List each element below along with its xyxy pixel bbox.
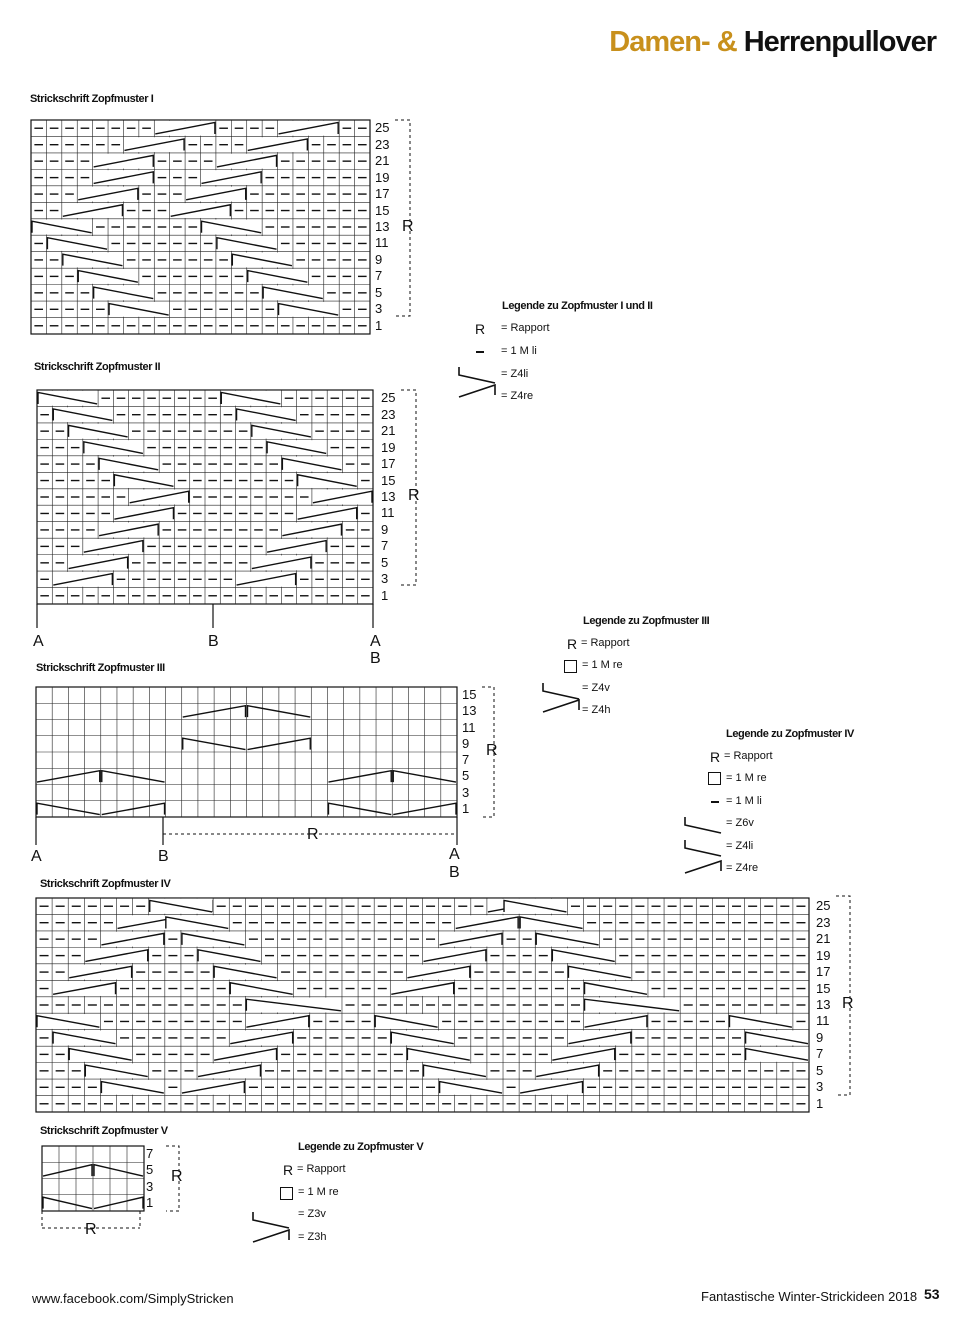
cable-left-icon: [543, 683, 579, 699]
row-number: 9: [375, 251, 383, 267]
legend-text: = Z4li: [501, 368, 529, 380]
legend-text: = 1 M li: [501, 345, 537, 357]
cable-left-icon: [459, 367, 495, 383]
label-a: A: [33, 633, 44, 650]
row-number: 9: [381, 521, 389, 537]
row-number: 9: [816, 1029, 824, 1045]
cable-left-icon: [253, 1212, 289, 1228]
row-number: 15: [375, 202, 390, 218]
row-number: 3: [146, 1178, 154, 1194]
row-number: 5: [146, 1162, 154, 1178]
row-number: 23: [381, 406, 396, 422]
box-icon: [280, 1187, 293, 1200]
row-number: 15: [816, 980, 831, 996]
legend-text: = Z3h: [298, 1231, 327, 1243]
row-number: 11: [375, 235, 389, 251]
row-number: 17: [375, 186, 390, 202]
row-number: 5: [816, 1062, 824, 1078]
dash-icon: [711, 801, 719, 803]
row-number: 19: [381, 439, 396, 455]
cable-right-icon: [459, 385, 495, 397]
box-icon: [564, 660, 577, 673]
footer-magazine: Fantastische Winter-Strickideen 2018: [701, 1289, 918, 1304]
label-a: A: [449, 846, 460, 863]
legend-title: Legende zu Zopfmuster V: [298, 1141, 424, 1153]
row-number: 13: [381, 489, 396, 504]
row-number: 25: [375, 120, 390, 136]
row-number: 11: [816, 1013, 830, 1029]
legend-text: = Rapport: [724, 750, 773, 762]
legend-text: = Z4li: [726, 840, 754, 852]
legend-title: Legende zu Zopfmuster III: [583, 615, 710, 627]
row-number: 21: [381, 423, 396, 439]
cable-right-icon: [685, 861, 721, 873]
legend-symbol-rapport: R: [283, 1162, 294, 1178]
row-number: 1: [462, 800, 470, 816]
legend-text: = Rapport: [581, 637, 630, 649]
row-number: 13: [816, 997, 831, 1012]
box-icon: [708, 772, 721, 785]
row-number: 3: [381, 571, 389, 587]
row-number: 1: [375, 317, 383, 333]
legend-title: Legende zu Zopfmuster IV: [726, 728, 854, 740]
chart-title-2: Strickschrift Zopfmuster II: [34, 361, 161, 373]
legend-text: = Z4v: [582, 682, 610, 694]
row-number: 15: [462, 687, 477, 703]
row-number: 21: [816, 931, 831, 947]
chart-title-1: Strickschrift Zopfmuster I: [30, 93, 154, 105]
legend-title: Legende zu Zopfmuster I und II: [502, 300, 653, 312]
row-number: 25: [381, 390, 396, 406]
repeat-label: R: [486, 742, 498, 759]
dash-icon: [476, 351, 484, 353]
repeat-label: R: [408, 487, 420, 504]
legend-text: = Rapport: [501, 322, 550, 334]
label-b: B: [158, 848, 169, 865]
cable-left-icon: [685, 840, 721, 856]
row-number: 19: [375, 169, 390, 185]
cable-symbol: [94, 1197, 143, 1208]
row-number: 11: [462, 719, 476, 735]
row-number: 17: [816, 964, 831, 980]
row-number: 21: [375, 153, 390, 169]
page-number: 53: [924, 1286, 940, 1302]
chart-title-5: Strickschrift Zopfmuster V: [40, 1125, 168, 1137]
row-number: 7: [462, 752, 470, 768]
cable-symbol: [43, 1197, 92, 1208]
repeat-label: R: [402, 218, 414, 235]
row-number: 5: [381, 554, 389, 570]
row-number: 3: [816, 1079, 824, 1095]
row-number: 7: [146, 1146, 154, 1162]
row-number: 1: [381, 587, 389, 603]
legend-text: = Z6v: [726, 817, 754, 829]
row-number: 13: [462, 703, 477, 719]
row-number: 11: [381, 505, 395, 521]
legend-text: = 1 M re: [726, 772, 767, 784]
label-a: A: [370, 633, 381, 650]
row-number: 7: [375, 268, 383, 284]
cable-symbol: [94, 1165, 143, 1176]
chart-title-3: Strickschrift Zopfmuster III: [36, 662, 165, 674]
repeat-label: R: [842, 995, 854, 1012]
cable-symbol: [43, 1165, 92, 1176]
horizontal-repeat-label: R: [307, 826, 319, 843]
cable-right-icon: [543, 700, 579, 712]
row-number: 3: [375, 301, 383, 317]
row-number: 7: [816, 1046, 824, 1062]
legend-text: = Z4h: [582, 704, 611, 716]
row-number: 5: [462, 768, 470, 784]
legend-symbol-rapport: R: [475, 321, 486, 337]
cable-six-icon: [685, 817, 721, 833]
row-number: 1: [146, 1194, 154, 1210]
row-number: 19: [816, 947, 831, 963]
legend-symbol-rapport: R: [567, 636, 578, 652]
legend-text: = Z4re: [501, 390, 534, 402]
label-b: B: [208, 633, 219, 650]
chart-title-4: Strickschrift Zopfmuster IV: [40, 878, 171, 890]
row-number: 23: [816, 914, 831, 930]
row-number: 25: [816, 898, 831, 914]
legend-text: = 1 M li: [726, 795, 762, 807]
row-number: 15: [381, 472, 396, 488]
row-number: 17: [381, 456, 396, 472]
legend-text: = Rapport: [297, 1163, 346, 1175]
header-part2: Herrenpullover: [743, 26, 936, 58]
row-number: 1: [816, 1095, 824, 1111]
row-number: 23: [375, 136, 390, 152]
row-number: 9: [462, 735, 470, 751]
repeat-label: R: [171, 1168, 183, 1185]
legend-text: = 1 M re: [298, 1186, 339, 1198]
row-number: 7: [381, 538, 389, 554]
legend-symbol-rapport: R: [710, 749, 721, 765]
label-b: B: [449, 864, 460, 881]
label-a: A: [31, 848, 42, 865]
label-b: B: [370, 650, 381, 667]
row-number: 13: [375, 219, 390, 234]
legend-text: = Z3v: [298, 1208, 326, 1220]
legend-text: = 1 M re: [582, 659, 623, 671]
row-number: 3: [462, 784, 470, 800]
cable-right-icon: [253, 1230, 289, 1242]
horizontal-repeat-label: R: [85, 1221, 97, 1238]
header-part1: Damen- &: [609, 26, 737, 58]
footer-url[interactable]: www.facebook.com/SimplyStricken: [32, 1291, 234, 1306]
row-number: 5: [375, 284, 383, 300]
legend-text: = Z4re: [726, 862, 759, 874]
